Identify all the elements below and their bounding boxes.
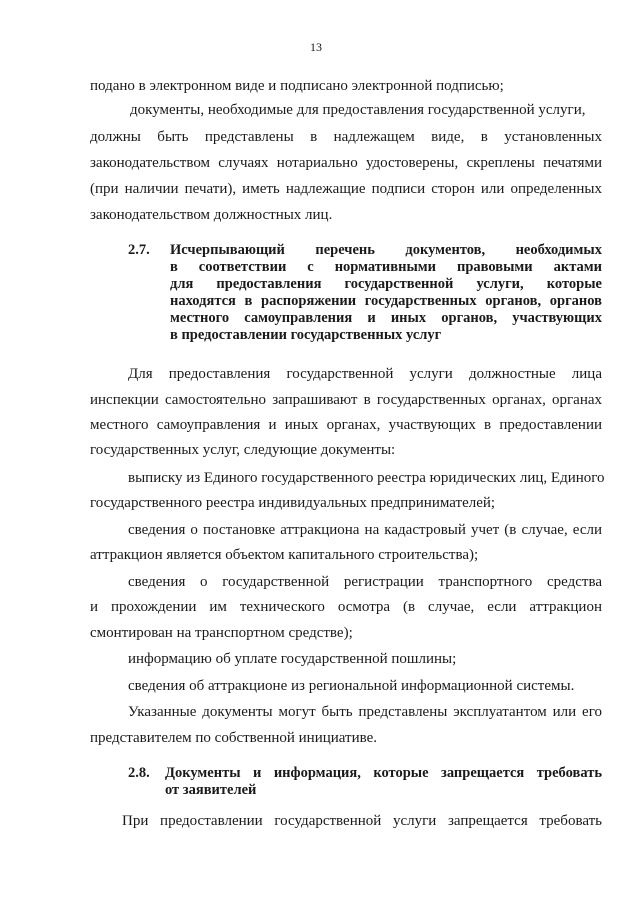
section-heading-line: от заявителей — [165, 782, 257, 798]
section-heading-line: Документы и информация, которые запрещается требовать — [165, 765, 602, 781]
text-line: информацию об уплате государственной пошлины; — [128, 651, 457, 667]
text-line: местного самоуправления и иных органах, участвующих в предоставлении — [90, 417, 602, 433]
text-line: сведения об аттракционе из региональной информационной системы. — [128, 678, 575, 694]
text-line: (при наличии печати), иметь надлежащие подписи сторон или определенных — [90, 181, 602, 197]
section-number: 2.8. — [128, 765, 150, 781]
text-line: государственного реестра индивидуальных предпринимателей; — [90, 495, 496, 511]
text-line: и прохождении им технического осмотра (в случае, если аттракцион — [90, 599, 602, 615]
text-line: сведения о государственной регистрации транспортного средства — [128, 574, 602, 590]
text-line: аттракцион является объектом капитального строительства); — [90, 547, 479, 563]
text-line: законодательством случаях нотариально удостоверены, скреплены печатями — [90, 155, 602, 171]
text-line: документы, необходимые для предоставления государственной услуги, — [130, 102, 586, 118]
section-number: 2.7. — [128, 242, 150, 258]
text-line: Указанные документы могут быть представлены эксплуатантом или его — [128, 704, 602, 720]
text-line: подано в электронном виде и подписано электронной подписью; — [90, 78, 504, 94]
text-line: представителем по собственной инициативе. — [90, 730, 378, 746]
section-heading-line: Исчерпывающий перечень документов, необходимых — [170, 242, 602, 258]
text-line: смонтирован на транспортном средстве); — [90, 625, 353, 641]
text-line: инспекции самостоятельно запрашивают в государственных органах, органах — [90, 392, 602, 408]
text-line: выписку из Единого государственного реестра юридических лиц, Единого — [128, 470, 605, 486]
text-line: сведения о постановке аттракциона на кадастровый учет (в случае, если — [128, 522, 602, 538]
section-heading-line: для предоставления государственной услуги, которые — [170, 276, 602, 292]
text-line: законодательством должностных лиц. — [90, 207, 333, 223]
text-line: При предоставлении государственной услуги запрещается требовать — [122, 813, 602, 829]
section-heading-line: в предоставлении государственных услуг — [170, 327, 442, 343]
text-line: государственных услуг, следующие документы: — [90, 442, 396, 458]
text-line: должны быть представлены в надлежащем виде, в установленных — [90, 129, 602, 145]
page-number: 13 — [310, 40, 322, 54]
text-line: Для предоставления государственной услуги должностные лица — [128, 366, 602, 382]
section-heading-line: в соответствии с нормативными правовыми актами — [170, 259, 602, 275]
section-heading-line: местного самоуправления и иных органов, участвующих — [170, 310, 602, 326]
section-heading-line: находятся в распоряжении государственных органов, органов — [170, 293, 602, 309]
